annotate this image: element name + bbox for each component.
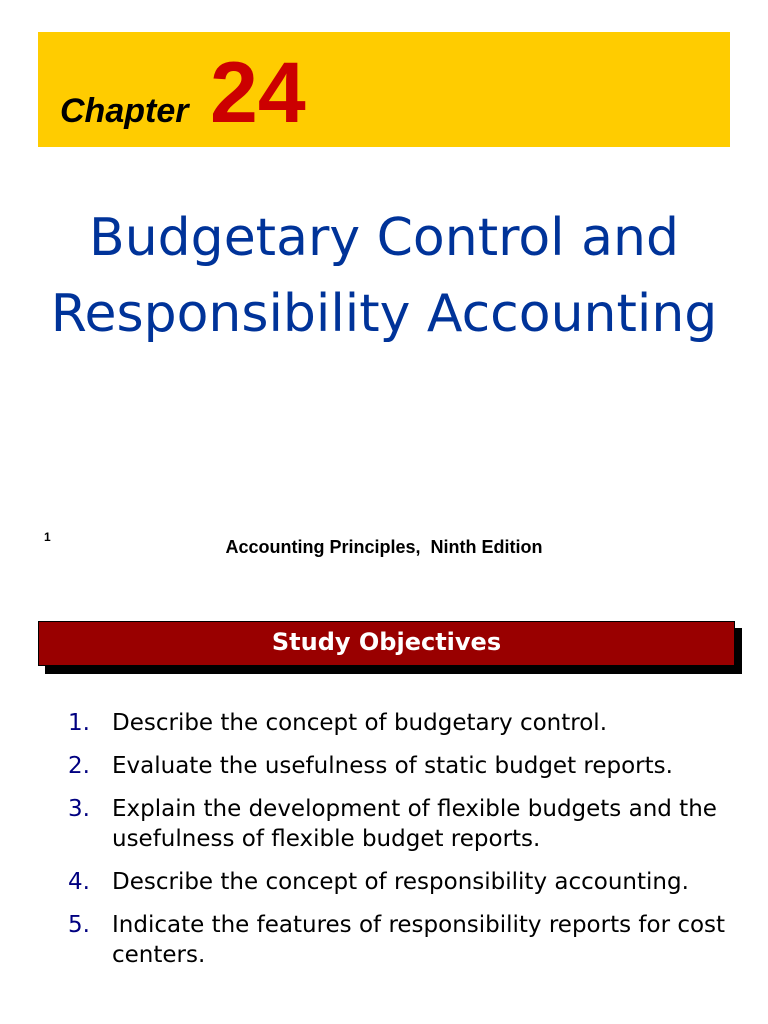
objective-text: Describe the concept of responsibility accounting. [112,869,689,895]
objective-text: Evaluate the usefulness of static budget reports. [112,753,673,779]
chapter-banner [38,32,730,147]
book-title: Accounting Principles, Ninth Edition [225,537,543,557]
slide-title [0,200,768,352]
objective-item [0,910,768,970]
chapter-number: 24 [210,45,306,141]
page-number: 1 [44,530,51,544]
slide-title-line-2: Responsibility Accounting [50,284,718,344]
objective-item [0,708,768,738]
slide-title-line-1: Budgetary Control and [89,208,679,268]
objective-item [0,751,768,781]
objective-text: Explain the development of flexible budgets and the usefulness of flexible budget reports. [112,796,717,852]
objective-text: Indicate the features of responsibility reports for cost centers. [112,912,726,968]
objective-number: 5. [68,912,90,938]
chapter-label: Chapter [60,92,189,130]
objective-number: 3. [68,796,90,822]
objective-item [0,867,768,897]
objective-text: Describe the concept of budgetary control. [112,710,608,736]
objective-item [0,794,768,854]
objective-number: 2. [68,753,90,779]
objective-number: 4. [68,869,90,895]
objectives-header: Study Objectives [38,621,735,666]
objective-number: 1. [68,710,90,736]
objectives-list [0,708,768,983]
